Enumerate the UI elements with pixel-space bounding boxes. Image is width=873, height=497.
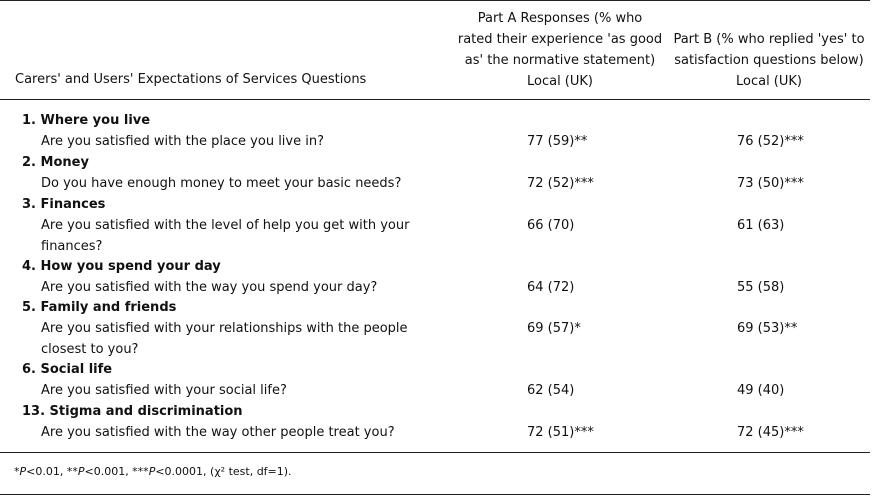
value-part-a: 66 (70) (527, 218, 575, 233)
col-b-line1: Part B (% who replied 'yes' to (673, 32, 865, 47)
value-part-a: 69 (57)* (527, 321, 581, 336)
value-part-a: 72 (52)*** (527, 176, 594, 191)
footnote-lead: * (14, 465, 20, 478)
question-text: Are you satisfied with the level of help you get with your finances? (41, 218, 410, 254)
value-part-b: 72 (45)*** (737, 425, 804, 440)
value-part-b: 69 (53)** (737, 321, 798, 336)
value-part-a: 62 (54) (527, 383, 575, 398)
col-a-line2: rated their experience 'as good (457, 32, 663, 47)
section-title: 1. Where you live (22, 113, 151, 128)
section-title: 6. Social life (22, 362, 113, 377)
column-header-part-b (665, 29, 873, 92)
significance-footnote (14, 465, 292, 479)
value-part-b: 73 (50)*** (737, 176, 804, 191)
col-a-subheader: Local (UK) (526, 74, 593, 89)
question-text: Are you satisfied with your social life? (41, 383, 287, 398)
col-b-subheader: Local (UK) (735, 74, 802, 89)
question-text: Are you satisfied with the place you live in? (41, 134, 324, 149)
question-text: Are you satisfied with your relationships with the people closest to you? (41, 321, 408, 357)
value-part-b: 76 (52)*** (737, 134, 804, 149)
col-a-line1: Part A Responses (% who (477, 11, 643, 26)
section-title: 5. Family and friends (22, 300, 177, 315)
footnote-p3: P (148, 465, 156, 478)
col-b-line2: satisfaction questions below) (674, 53, 864, 68)
header-rule (0, 99, 870, 100)
value-part-b: 61 (63) (737, 218, 785, 233)
value-part-b: 55 (58) (737, 280, 785, 295)
value-part-a: 64 (72) (527, 280, 575, 295)
section-title: 13. Stigma and discrimination (22, 404, 243, 419)
top-rule (0, 0, 870, 1)
footer-rule (0, 494, 870, 495)
value-part-b: 49 (40) (737, 383, 785, 398)
col-a-line3: as' the normative statement) (464, 53, 656, 68)
bottom-rule (0, 452, 870, 453)
question-text: Are you satisfied with the way other people treat you? (41, 425, 395, 440)
question-text: Do you have enough money to meet your basic needs? (41, 176, 402, 191)
section-title: 4. How you spend your day (22, 259, 221, 274)
footnote-t1: <0.01, ** (26, 465, 78, 478)
footnote-p2: P (77, 465, 85, 478)
footnote-t2: <0.001, *** (84, 465, 149, 478)
section-title: 2. Money (22, 155, 89, 170)
row-header-label: Carers' and Users' Expectations of Services Questions (15, 72, 367, 87)
value-part-a: 72 (51)*** (527, 425, 594, 440)
section-title: 3. Finances (22, 197, 106, 212)
column-header-part-a (435, 8, 685, 92)
footnote-p1: P (19, 465, 27, 478)
question-text: Are you satisfied with the way you spend your day? (41, 280, 378, 295)
footnote-t3: <0.0001, (χ² test, df=1). (155, 465, 292, 478)
value-part-a: 77 (59)** (527, 134, 588, 149)
